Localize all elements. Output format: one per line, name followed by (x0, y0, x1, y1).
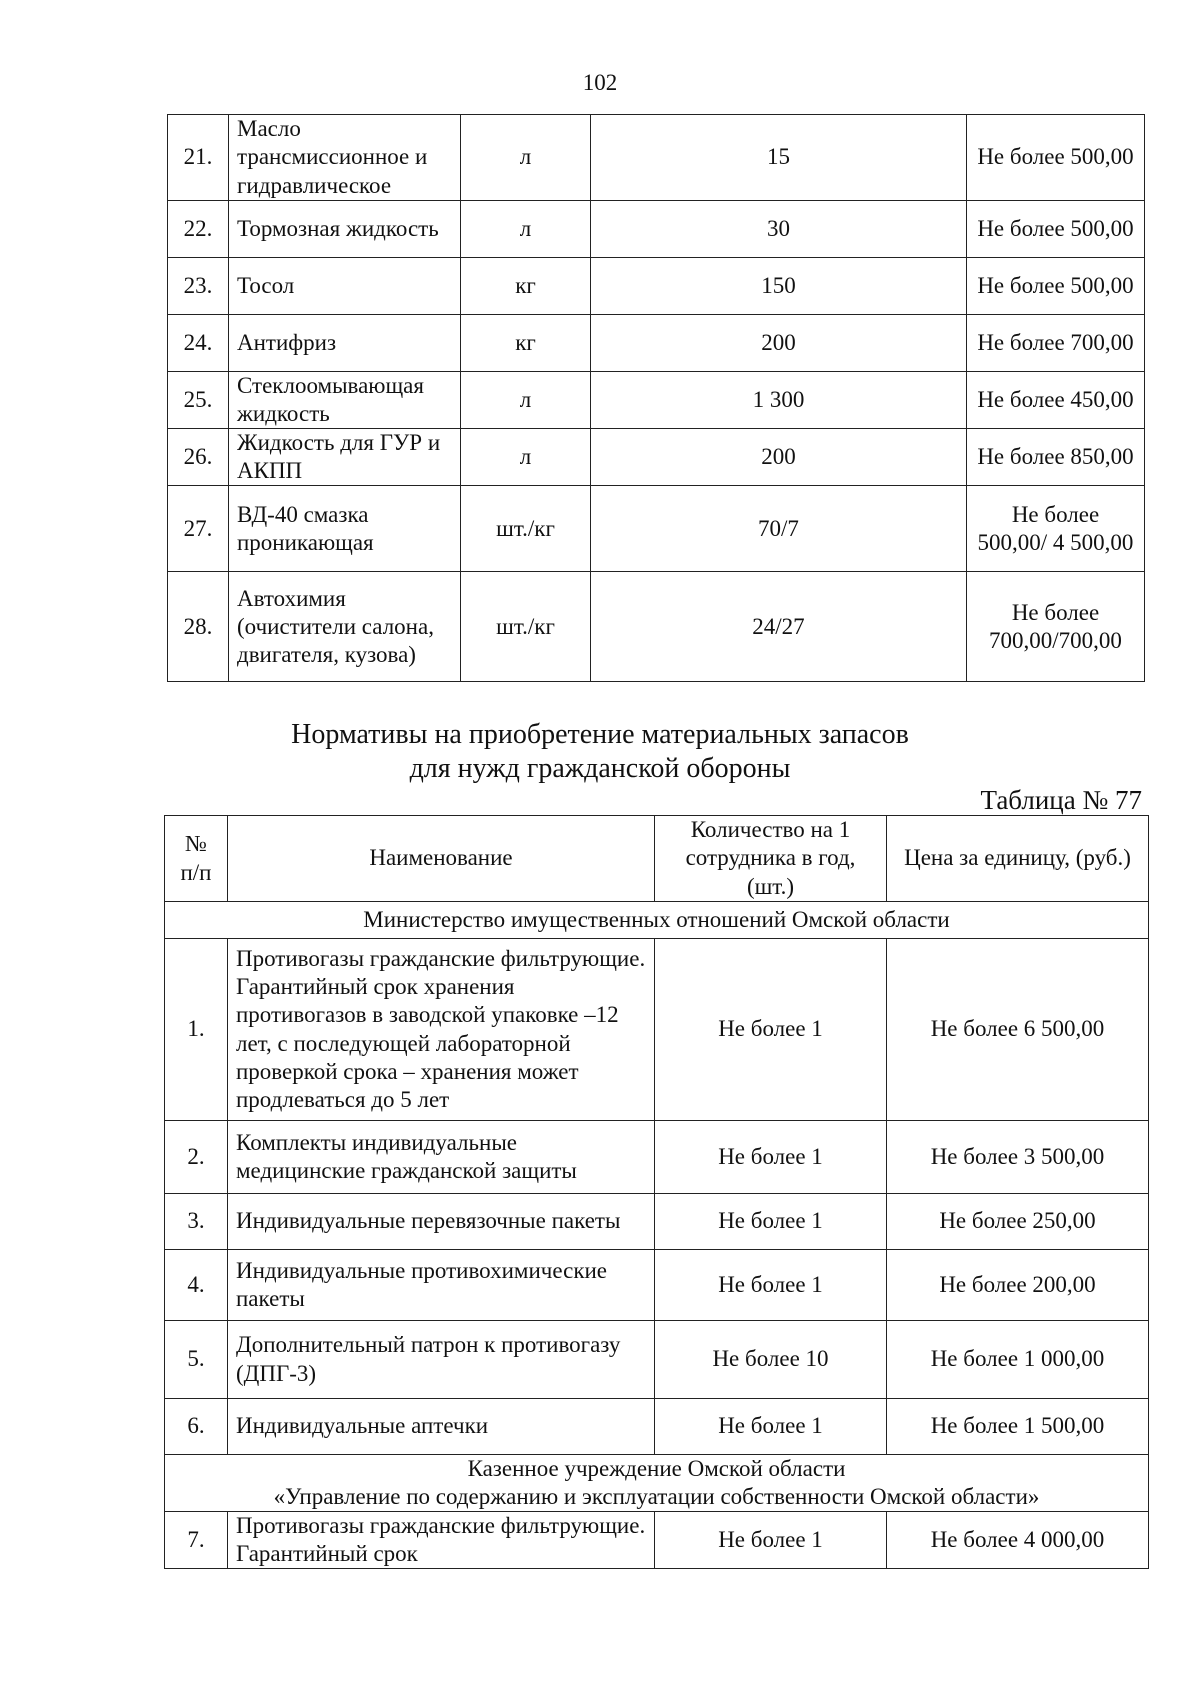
item-price: Не более 700,00 (967, 315, 1145, 372)
item-unit: шт./кг (461, 572, 591, 682)
table-row (168, 572, 1145, 682)
table-row (165, 1321, 1149, 1399)
table-row (168, 258, 1145, 315)
item-price: Не более 4 000,00 (887, 1512, 1149, 1569)
item-quantity: Не более 1 (655, 1194, 887, 1250)
item-price: Не более 1 500,00 (887, 1399, 1149, 1455)
item-price: Не более 3 500,00 (887, 1121, 1149, 1194)
table-row (168, 486, 1145, 572)
table-number-label: Таблица № 77 (980, 785, 1142, 815)
item-name: Комплекты индивидуальные медицинские гражданской защиты (228, 1121, 655, 1194)
section-row (165, 1455, 1149, 1512)
table-row (165, 1512, 1149, 1569)
item-name: Антифриз (229, 315, 461, 372)
table-row (165, 1399, 1149, 1455)
heading-line-1: Нормативы на приобретение материальных запасов (291, 719, 909, 750)
item-unit: л (461, 429, 591, 486)
row-number: 22. (168, 201, 229, 258)
row-number: 28. (168, 572, 229, 682)
item-quantity: 1 300 (591, 372, 967, 429)
item-quantity: 70/7 (591, 486, 967, 572)
consumables-table (167, 114, 1145, 682)
item-quantity: Не более 10 (655, 1321, 887, 1399)
section-title-line-2: «Управление по содержанию и эксплуатации собственности Омской области» (273, 1484, 1040, 1510)
row-number: 6. (165, 1399, 228, 1455)
section-heading (0, 718, 1200, 786)
table-row (168, 115, 1145, 201)
item-quantity: 15 (591, 115, 967, 201)
item-quantity: 30 (591, 201, 967, 258)
row-number: 27. (168, 486, 229, 572)
item-quantity: Не более 1 (655, 1399, 887, 1455)
item-unit: л (461, 372, 591, 429)
item-name: Индивидуальные противохимические пакеты (228, 1250, 655, 1321)
section-title: Министерство имущественных отношений Омской области (165, 902, 1149, 939)
row-number: 7. (165, 1512, 228, 1569)
item-unit: кг (461, 258, 591, 315)
item-name: Противогазы гражданские фильтрующие. Гарантийный срок хранения противогазов в заводской упаковке –12 лет, с последующей лабораторной проверкой срока – хранения может продлеваться до 5 лет (228, 939, 655, 1121)
civil-defense-table (164, 815, 1149, 1569)
row-number: 1. (165, 939, 228, 1121)
item-price: Не более 500,00/ 4 500,00 (967, 486, 1145, 572)
item-quantity: Не более 1 (655, 1512, 887, 1569)
item-price: Не более 850,00 (967, 429, 1145, 486)
table-header-row (165, 816, 1149, 902)
item-quantity: 24/27 (591, 572, 967, 682)
item-quantity: Не более 1 (655, 1121, 887, 1194)
section-row (165, 902, 1149, 939)
item-quantity: 150 (591, 258, 967, 315)
item-name: Индивидуальные аптечки (228, 1399, 655, 1455)
item-price: Не более 700,00/700,00 (967, 572, 1145, 682)
item-price: Не более 500,00 (967, 258, 1145, 315)
row-number: 2. (165, 1121, 228, 1194)
row-number: 21. (168, 115, 229, 201)
item-quantity: 200 (591, 429, 967, 486)
item-price: Не более 1 000,00 (887, 1321, 1149, 1399)
item-name: Жидкость для ГУР и АКПП (229, 429, 461, 486)
table-row (165, 1194, 1149, 1250)
item-price: Не более 250,00 (887, 1194, 1149, 1250)
item-unit: л (461, 201, 591, 258)
item-price: Не более 500,00 (967, 115, 1145, 201)
row-number: 4. (165, 1250, 228, 1321)
item-quantity: Не более 1 (655, 1250, 887, 1321)
row-number: 26. (168, 429, 229, 486)
item-name: Дополнительный патрон к противогазу (ДПГ-3) (228, 1321, 655, 1399)
item-quantity: Не более 1 (655, 939, 887, 1121)
item-price: Не более 200,00 (887, 1250, 1149, 1321)
table-row (165, 1121, 1149, 1194)
item-name: Противогазы гражданские фильтрующие. Гарантийный срок (228, 1512, 655, 1569)
header-quantity: Количество на 1 сотрудника в год, (шт.) (655, 816, 887, 902)
section-title (165, 1455, 1149, 1512)
item-name: Тосол (229, 258, 461, 315)
row-number: 24. (168, 315, 229, 372)
table-row (168, 372, 1145, 429)
item-quantity: 200 (591, 315, 967, 372)
header-number: № п/п (165, 816, 228, 902)
item-price: Не более 6 500,00 (887, 939, 1149, 1121)
row-number: 25. (168, 372, 229, 429)
row-number: 3. (165, 1194, 228, 1250)
item-name: Тормозная жидкость (229, 201, 461, 258)
table-row (168, 201, 1145, 258)
item-unit: л (461, 115, 591, 201)
row-number: 5. (165, 1321, 228, 1399)
header-price: Цена за единицу, (руб.) (887, 816, 1149, 902)
row-number: 23. (168, 258, 229, 315)
header-name: Наименование (228, 816, 655, 902)
item-price: Не более 500,00 (967, 201, 1145, 258)
section-title-line-1: Казенное учреждение Омской области (467, 1456, 846, 1481)
page-number: 102 (582, 70, 618, 95)
table-row (165, 1250, 1149, 1321)
item-name: Индивидуальные перевязочные пакеты (228, 1194, 655, 1250)
heading-line-2: для нужд гражданской обороны (409, 753, 791, 784)
table-row (168, 315, 1145, 372)
item-unit: кг (461, 315, 591, 372)
table-row (165, 939, 1149, 1121)
item-name: ВД-40 смазка проникающая (229, 486, 461, 572)
item-name: Масло трансмиссионное и гидравлическое (229, 115, 461, 201)
item-unit: шт./кг (461, 486, 591, 572)
item-name: Стеклоомывающая жидкость (229, 372, 461, 429)
item-name: Автохимия (очистители салона, двигателя, кузова) (229, 572, 461, 682)
table-row (168, 429, 1145, 486)
item-price: Не более 450,00 (967, 372, 1145, 429)
